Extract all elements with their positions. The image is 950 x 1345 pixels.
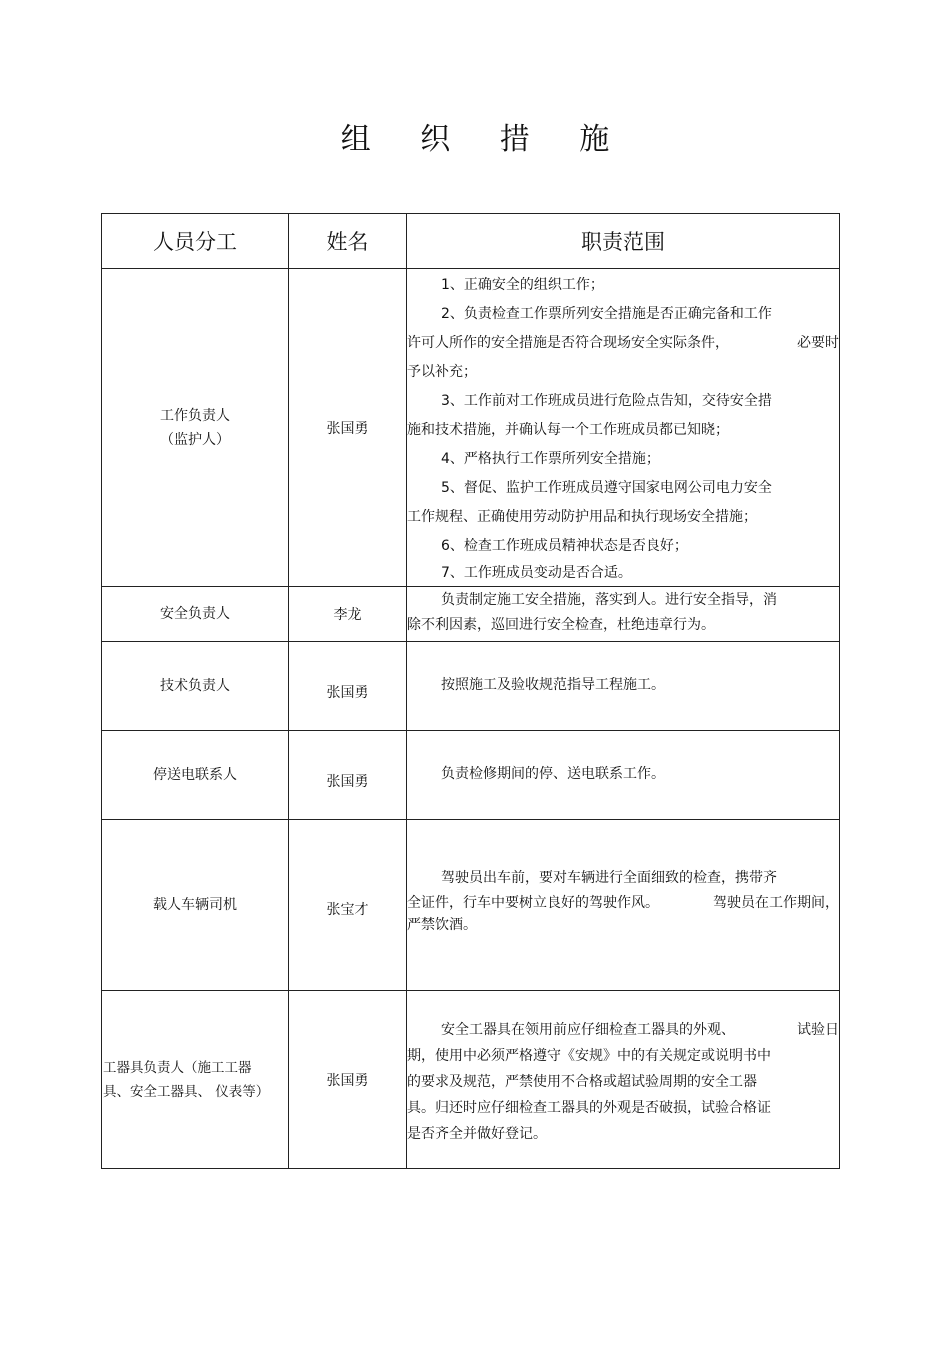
duty-line: 期，使用中必须严格遵守《安规》中的有关规定或说明书中 xyxy=(407,1048,771,1064)
name-cell: 李龙 xyxy=(289,587,407,642)
duty-cell xyxy=(407,731,840,820)
role-cell: 安全负责人 xyxy=(102,587,289,642)
duty-cell xyxy=(407,991,840,1169)
role-label: 工作负责人 xyxy=(160,407,230,424)
header-duty: 职责范围 xyxy=(407,214,840,269)
duty-line xyxy=(407,892,839,914)
role-cell xyxy=(102,991,289,1169)
duty-text: 安全工器具在领用前应仔细检查工器具的外观、 xyxy=(441,1022,735,1038)
duty-cell xyxy=(407,587,840,642)
table-row xyxy=(102,731,840,820)
table-row xyxy=(102,991,840,1169)
name-cell: 张宝才 xyxy=(289,820,407,991)
header-name: 姓名 xyxy=(289,214,407,269)
duty-line: 施和技术措施，并确认每一个工作班成员都已知晓； xyxy=(407,422,729,438)
duty-line: 1、正确安全的组织工作； xyxy=(441,277,604,293)
duty-cell xyxy=(407,642,840,731)
table-row xyxy=(102,587,840,642)
duty-text: 必要时 xyxy=(797,335,839,351)
duty-line: 3、工作前对工作班成员进行危险点告知，交待安全措 xyxy=(441,393,772,409)
table-row xyxy=(102,269,840,587)
duty-cell xyxy=(407,820,840,991)
table-header-row xyxy=(102,214,840,269)
duty-text: 试验日 xyxy=(797,1022,839,1038)
role-label: 工器具负责人（施工工器 xyxy=(103,1059,252,1076)
table-row xyxy=(102,642,840,731)
duty-line: 工作规程、正确使用劳动防护用品和执行现场安全措施； xyxy=(407,509,757,525)
role-cell xyxy=(102,269,289,587)
duty-line: 严禁饮酒。 xyxy=(407,917,477,933)
duty-line: 的要求及规范，严禁使用不合格或超试验周期的安全工器 xyxy=(407,1074,757,1090)
duty-line: 是否齐全并做好登记。 xyxy=(407,1126,547,1142)
duty-line: 负责制定施工安全措施，落实到人。进行安全指导，消 xyxy=(441,592,777,608)
duty-line: 负责检修期间的停、送电联系工作。 xyxy=(441,766,665,782)
role-cell: 停送电联系人 xyxy=(102,731,289,820)
duty-text: 许可人所作的安全措施是否符合现场安全实际条件， xyxy=(407,335,729,351)
duty-line xyxy=(407,329,839,358)
header-role: 人员分工 xyxy=(102,214,289,269)
duty-line: 2、负责检查工作票所列安全措施是否正确完备和工作 xyxy=(441,306,772,322)
duty-text: 驾驶员在工作期间， xyxy=(713,895,839,911)
duty-line: 驾驶员出车前，要对车辆进行全面细致的检查，携带齐 xyxy=(441,870,777,886)
responsibility-table xyxy=(101,213,840,1169)
name-cell: 张国勇 xyxy=(289,269,407,587)
duty-line: 7、工作班成员变动是否合适。 xyxy=(441,565,632,581)
name-cell: 张国勇 xyxy=(289,642,407,731)
name-cell: 张国勇 xyxy=(289,991,407,1169)
page-title: 组 织 措 施 xyxy=(340,122,630,157)
duty-line: 6、检查工作班成员精神状态是否良好； xyxy=(441,538,688,554)
role-label-sub: （监护人） xyxy=(160,431,230,448)
role-label-sub: 具、安全工器具、 仪表等） xyxy=(103,1083,270,1100)
duty-text: 全证件，行车中要树立良好的驾驶作风。 xyxy=(407,895,659,911)
name-cell: 张国勇 xyxy=(289,731,407,820)
duty-line: 5、督促、监护工作班成员遵守国家电网公司电力安全 xyxy=(441,480,772,496)
duty-cell xyxy=(407,269,840,587)
duty-line: 按照施工及验收规范指导工程施工。 xyxy=(441,677,665,693)
duty-line: 4、严格执行工作票所列安全措施； xyxy=(441,451,660,467)
duty-line: 予以补充； xyxy=(407,364,477,380)
duty-line xyxy=(407,1017,839,1043)
role-cell: 技术负责人 xyxy=(102,642,289,731)
duty-line: 除不利因素，巡回进行安全检查，杜绝违章行为。 xyxy=(407,617,715,633)
table-row xyxy=(102,820,840,991)
role-cell: 载人车辆司机 xyxy=(102,820,289,991)
duty-line: 具。归还时应仔细检查工器具的外观是否破损，试验合格证 xyxy=(407,1100,771,1116)
